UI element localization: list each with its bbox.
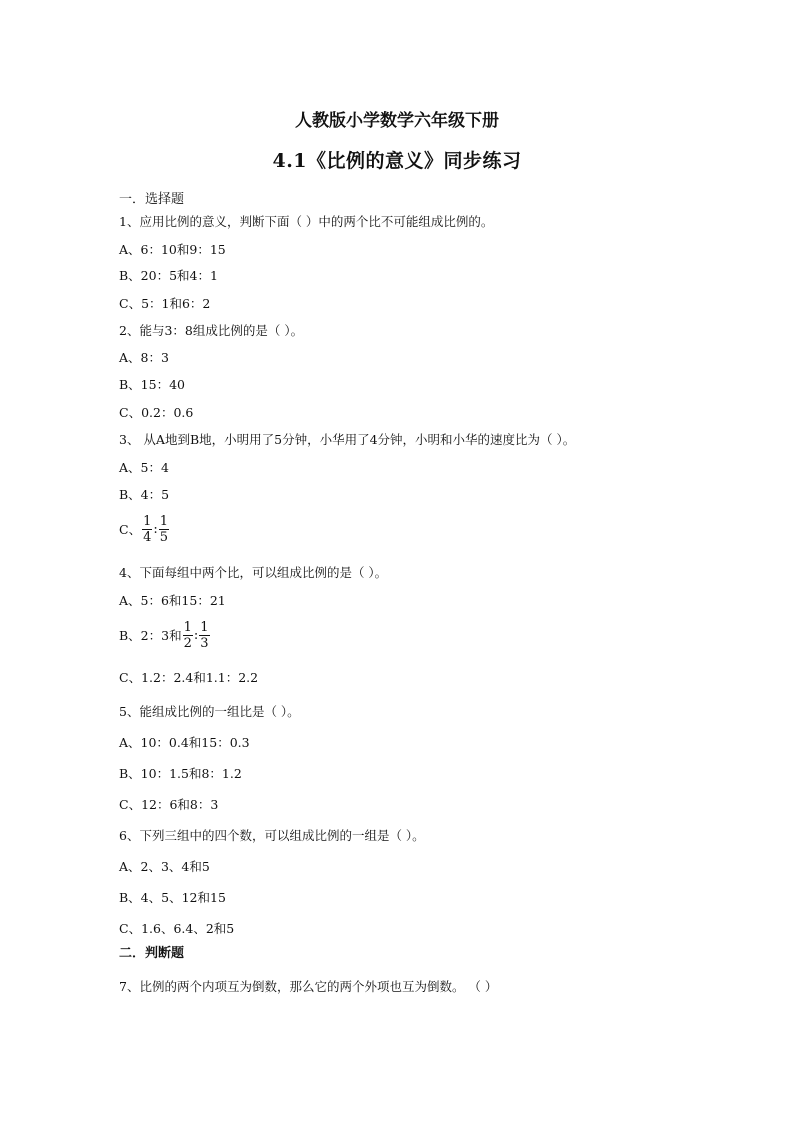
- fraction-denominator: 5: [159, 530, 169, 545]
- question-5: 5、能组成比例的一组比是（ ）。: [119, 704, 300, 719]
- question-3-option-a: A、5：4: [119, 460, 169, 475]
- question-4-option-b: [119, 620, 211, 651]
- option-prefix: C、: [119, 521, 142, 537]
- question-5-option-c: C、12：6和8：3: [119, 797, 219, 812]
- question-1-option-a: A、6：10和9：15: [119, 242, 226, 257]
- question-5-option-b: B、10：1.5和8：1.2: [119, 766, 242, 781]
- question-3-option-c: [119, 514, 170, 545]
- option-prefix: B、2：3和: [119, 627, 182, 643]
- fraction-one-third: [199, 620, 209, 651]
- question-6: 6、下列三组中的四个数，可以组成比例的一组是（ ）。: [119, 828, 425, 843]
- fraction-one-half: [183, 620, 193, 651]
- question-6-option-c: C、1.6、6.4、2和5: [119, 921, 235, 936]
- question-6-option-b: B、4、5、12和15: [119, 890, 226, 905]
- question-1-option-b: B、20：5和4：1: [119, 268, 218, 283]
- page-subtitle: 4.1《比例的意义》同步练习: [272, 150, 522, 172]
- question-1: 1、应用比例的意义，判断下面（ ）中的两个比不可能组成比例的。: [119, 214, 494, 229]
- section-judgement-heading: 二．判断题: [119, 946, 185, 961]
- fraction-numerator: 1: [159, 514, 169, 529]
- question-4-option-a: A、5：6和15：21: [119, 593, 226, 608]
- question-6-option-a: A、2、3、4和5: [119, 859, 210, 874]
- fraction-denominator: 2: [183, 636, 192, 651]
- question-2-option-b: B、15：40: [119, 377, 185, 392]
- fraction-denominator: 3: [200, 636, 209, 651]
- section-choice-heading: 一．选择题: [119, 192, 185, 207]
- question-5-option-a: A、10：0.4和15：0.3: [119, 735, 250, 750]
- question-7: 7、比例的两个内项互为倒数，那么它的两个外项也互为倒数。 （ ）: [119, 979, 498, 994]
- fraction-numerator: 1: [143, 514, 152, 529]
- question-2-option-c: C、0.2：0.6: [119, 405, 194, 420]
- fraction-numerator: 1: [200, 620, 209, 635]
- question-2-option-a: A、8：3: [119, 350, 169, 365]
- ratio-colon: :: [193, 627, 199, 643]
- question-2: 2、能与3：8组成比例的是（ ）。: [119, 323, 304, 338]
- fraction-numerator: 1: [183, 620, 192, 635]
- question-3-option-b: B、4：5: [119, 487, 170, 502]
- fraction-one-quarter: [142, 514, 152, 545]
- fraction-denominator: 4: [143, 530, 152, 545]
- question-4-option-c: C、1.2：2.4和1.1：2.2: [119, 670, 259, 685]
- question-1-option-c: C、5：1和6：2: [119, 296, 211, 311]
- ratio-colon: :: [153, 521, 158, 537]
- page-title: 人教版小学数学六年级下册: [295, 111, 499, 131]
- question-4: 4、下面每组中两个比，可以组成比例的是（ ）。: [119, 565, 388, 580]
- fraction-one-fifth: [159, 514, 169, 545]
- question-3: 3、 从A地到B地，小明用了5分钟，小华用了4分钟，小明和小华的速度比为（ ）。: [119, 432, 576, 447]
